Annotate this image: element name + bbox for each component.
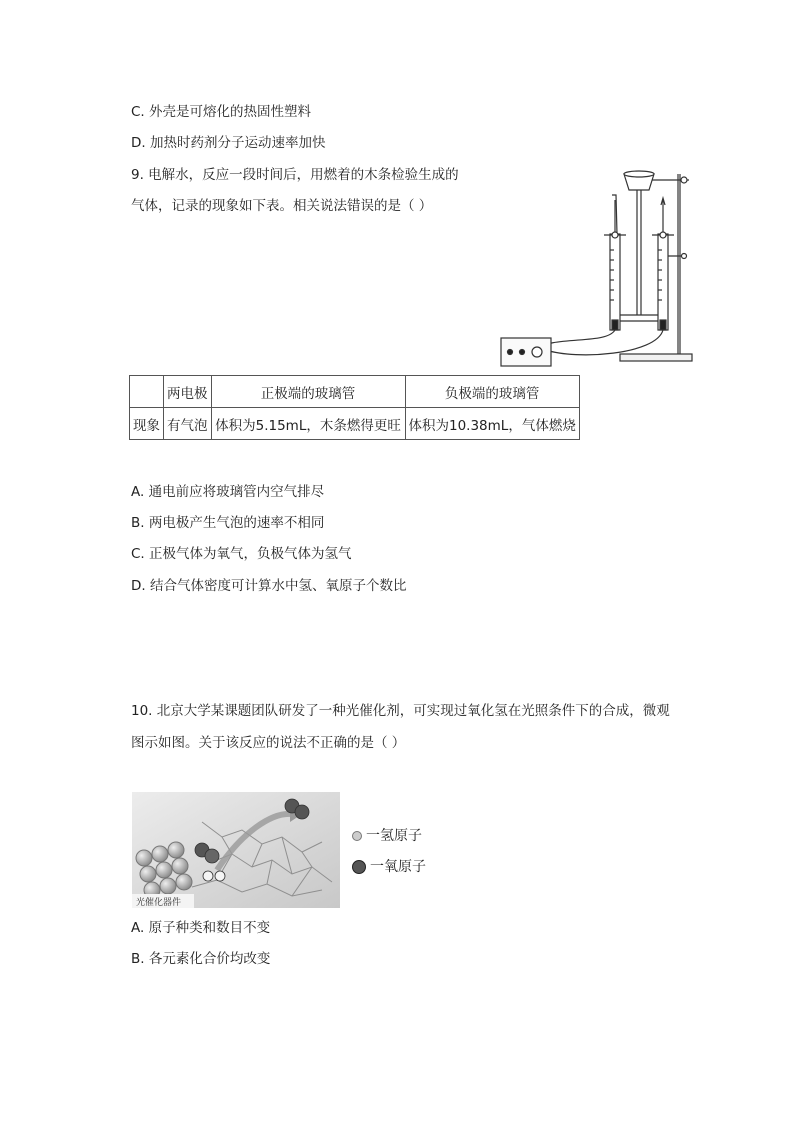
- figure-caption: 光催化器件: [136, 898, 182, 908]
- electrolysis-apparatus-figure: [496, 160, 696, 368]
- q8-option-d: D. 加热时药剂分子运动速率加快: [131, 135, 326, 151]
- photocatalysis-diagram: [132, 792, 340, 908]
- q10-stem-line2: 图示如图。关于该反应的说法不正确的是（ ）: [131, 735, 406, 751]
- table-cell: 体积为5.15mL，木条燃得更旺: [211, 408, 405, 440]
- legend-oxygen-label: 一氧原子: [370, 859, 426, 875]
- table-header-row: [130, 376, 580, 408]
- q9-stem-line1: 9. 电解水，反应一段时间后，用燃着的木条检验生成的: [131, 167, 459, 183]
- table-row: [130, 408, 580, 440]
- q9-option-a: A. 通电前应将玻璃管内空气排尽: [131, 484, 325, 500]
- oxygen-atom-icon: [352, 860, 366, 874]
- q9-option-c: C. 正极气体为氧气，负极气体为氢气: [131, 546, 352, 562]
- q10-option-a: A. 原子种类和数目不变: [131, 920, 271, 936]
- hydrogen-atom-icon: [352, 831, 362, 841]
- table-cell: 体积为10.38mL，气体燃烧: [405, 408, 579, 440]
- q9-option-b: B. 两电极产生气泡的速率不相同: [131, 515, 325, 531]
- legend-oxygen: [352, 856, 426, 876]
- q8-option-c: C. 外壳是可熔化的热固性塑料: [131, 104, 312, 120]
- table-cell: 有气泡: [164, 408, 212, 440]
- table-cell: 两电极: [164, 376, 212, 408]
- q9-option-d: D. 结合气体密度可计算水中氢、氧原子个数比: [131, 578, 407, 594]
- observation-table: [129, 375, 580, 440]
- table-cell: 现象: [130, 408, 164, 440]
- q10-stem-line1: 10. 北京大学某课题团队研发了一种光催化剂，可实现过氧化氢在光照条件下的合成，微观: [131, 703, 670, 719]
- legend-hydrogen-label: 一氢原子: [366, 828, 422, 844]
- table-cell: 正极端的玻璃管: [211, 376, 405, 408]
- legend-hydrogen: [352, 825, 422, 845]
- q10-option-b: B. 各元素化合价均改变: [131, 951, 271, 967]
- table-cell: 负极端的玻璃管: [405, 376, 579, 408]
- table-cell: [130, 376, 164, 408]
- q9-stem-line2: 气体，记录的现象如下表。相关说法错误的是（ ）: [131, 198, 433, 214]
